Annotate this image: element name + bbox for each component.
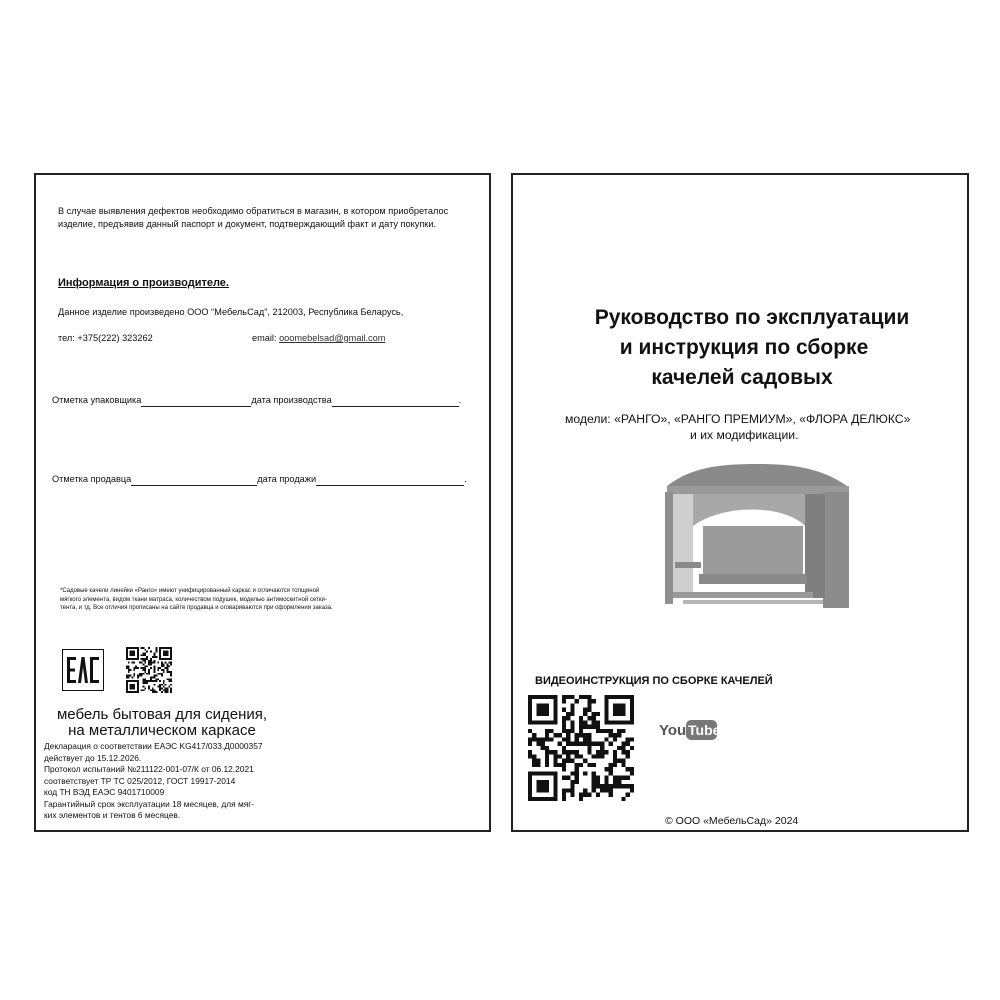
declaration-line: Гарантийный срок эксплуатации 18 месяцев, для мяг- [44,798,255,809]
eac-mark-icon [62,649,104,691]
product-category-line-1: мебель бытовая для сидения, [56,706,268,723]
passport-back-page [34,173,491,832]
manual-cover-page [511,173,969,832]
declaration-line: код ТН ВЭД ЕАЭС 9401710009 [44,787,165,797]
manufacturer-heading: Информация о производителе. [58,277,229,289]
seller-signature-line [131,475,257,486]
title-line-3: качелей садовых [651,366,833,389]
footnote-line-3: тента, и тд. Все отличия прописаны на сайте продавца и оговариваются при оформлении заказа. [60,605,333,611]
packer-signature-line [141,396,251,407]
defect-line-1: В случае выявления дефектов необходимо обратиться в магазин, в котором приобреталос [58,206,449,216]
footnote-line-1: *Садовые качели линейки «Ранго» имеют унифицированный каркас и отличаются толщиной [60,588,320,594]
declaration-line: соответствует ТР ТС 025/2012, ГОСТ 19917-2014 [44,775,236,786]
manufacturer-email [252,332,385,345]
manufacturer-phone: тел: +375(222) 323262 [58,333,153,343]
line-end-dot-2: . [464,474,467,484]
document-title [513,303,971,393]
video-qr-code-icon[interactable] [528,695,634,801]
email-link[interactable]: ooomebelsad@gmail.com [279,333,386,343]
video-instruction-heading: ВИДЕОИНСТРУКЦИЯ ПО СБОРКЕ КАЧЕЛЕЙ [535,675,773,687]
declaration-line: Протокол испытаний №211122-001-07/К от 06.12.2021 [44,764,254,774]
email-label: email: [252,333,280,343]
seller-signature-row [52,473,467,486]
youtube-logo-icon[interactable] [659,718,721,742]
product-category [48,707,276,739]
footnote-line-2: мягкого элемента, видом ткани матраса, количеством подушек, моделью антимоскитной сетки- [60,596,327,603]
garden-swing-gazebo-icon [663,464,853,610]
qr-code-icon [126,647,172,693]
title-line-1: Руководство по эксплуатации [594,306,910,329]
manufacturer-address: Данное изделие произведено ООО “МебельСад”, 212003, Республика Беларусь, [58,307,404,317]
packer-label: Отметка упаковщика [52,395,142,405]
seller-label: Отметка продавца [52,474,132,484]
sale-date-label: дата продажи [257,474,317,484]
declaration-block [44,741,263,822]
models-line: модели: «РАНГО», «РАНГО ПРЕМИУМ», «ФЛОРА ДЕЛЮКС» [565,412,911,426]
production-date-line [332,396,459,407]
line-end-dot: . [458,395,462,405]
product-category-line-2: на металлическом каркасе [68,722,256,739]
defect-line-2: изделие, предъявив данный паспорт и документ, подтверждающий факт и дату покупки. [58,219,437,229]
title-line-2: и инструкция по сборке [619,336,869,359]
youtube-you: You [659,722,687,739]
declaration-line: действует до 15.12.2026. [44,752,142,763]
youtube-tube: Tube [688,722,721,738]
production-date-label: дата производства [251,395,332,405]
defect-notice [58,205,448,231]
copyright: © ООО «МебельСад» 2024 [665,815,799,827]
sale-date-line [316,475,464,486]
declaration-line: Декларация о соответствии ЕАЭС KG417/033.Д0000357 [44,741,263,751]
models-line-2: и их модификации. [690,428,799,442]
packer-signature-row [52,394,461,407]
declaration-line: ких элементов и тентов 6 месяцев. [44,810,181,820]
footnote [60,587,360,613]
